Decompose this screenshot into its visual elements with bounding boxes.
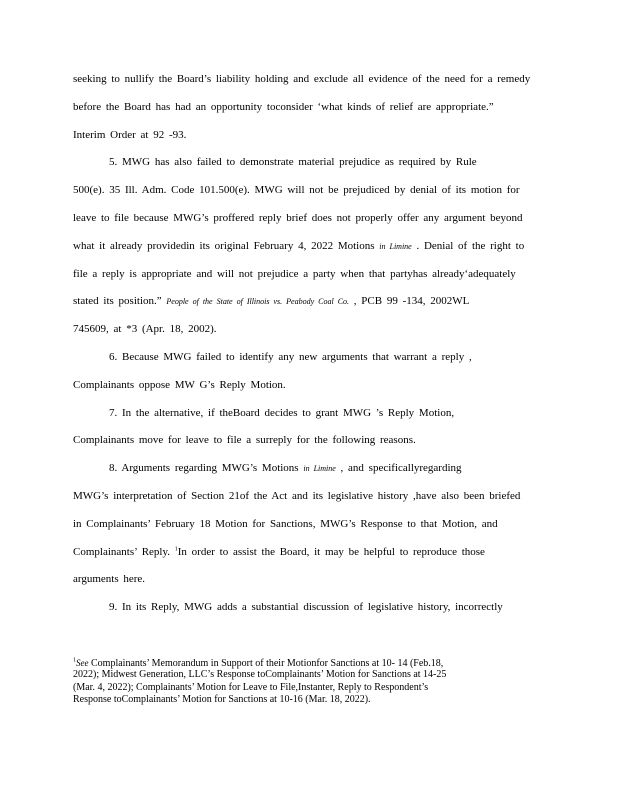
body-line — [73, 294, 543, 309]
body-line: file a reply is appropriate and will not prejudice a party when that partyhas already‘adequately — [73, 267, 516, 280]
footnote-line — [73, 669, 543, 681]
body-line: Complainants oppose MW G’s Reply Motion. — [73, 378, 286, 391]
italic-signal: See — [76, 658, 89, 668]
text-segment: . Denial of the right to — [411, 239, 525, 252]
text-segment: Complainants’ Memorandum in Support of their Motionfor Sanctions at 10- 14 (Feb.18, — [88, 658, 444, 669]
body-line — [73, 545, 543, 559]
body-line: arguments here. — [73, 573, 146, 586]
body-line: seeking to nullify the Board’s liability holding and exclude all evidence of the need for a remedy — [73, 73, 531, 85]
body-line: 9. In its Reply, MWG adds a substantial discussion of legislative history, incorrectly — [109, 601, 503, 614]
body-line: 6. Because MWG failed to identify any new arguments that warrant a reply , — [109, 351, 472, 363]
text-segment: , PCB 99 -134, 2002WL — [349, 295, 470, 308]
body-line: 7. In the alternative, if theBoard decides to grant MWG ’s Reply Motion, — [109, 406, 455, 419]
text-segment: 2022); Midwest Generation, LLC’s Response toComplainants’ Motion for Sanctions at 14-25 — [73, 669, 447, 681]
text-segment: (Mar. 4, 2022); Complainants’ Motion for Leave to File,Instanter, Reply to Respondent’s — [73, 681, 429, 693]
body-line: 500(e). 35 Ill. Adm. Code 101.500(e). MWG will not be prejudiced by denial of its motion for — [73, 184, 520, 197]
footnote-line — [73, 682, 543, 694]
italic-citation: in Limine — [379, 241, 412, 251]
text-segment: In order to assist the Board, it may be helpful to reproduce those — [177, 545, 485, 558]
text-segment: 8. Arguments regarding MWG’s Motions — [109, 462, 304, 475]
text-segment: Complainants’ Reply. — [73, 545, 175, 558]
body-line: 745609, at *3 (Apr. 18, 2002). — [73, 323, 217, 336]
footnote-line — [73, 694, 543, 706]
body-line — [73, 239, 543, 254]
body-line: in Complainants’ February 18 Motion for Sanctions, MWG’s Response to that Motion, and — [73, 517, 498, 530]
text-segment: stated its position.” — [73, 295, 167, 308]
body-line: MWG’s interpretation of Section 21of the Act and its legislative history ,have also been briefed — [73, 490, 521, 502]
text-segment: , and specificallyregarding — [335, 462, 462, 475]
body-line: leave to file because MWG’s proffered reply brief does not properly offer any argument beyond — [73, 212, 523, 224]
footnote-number: 1 — [73, 657, 76, 664]
footnote-marker: 1 — [174, 545, 178, 552]
text-segment: Response toComplainants’ Motion for Sanctions at 10-16 (Mar. 18, 2022). — [73, 693, 371, 705]
body-line: Interim Order at 92 -93. — [73, 128, 187, 141]
footnote-line — [73, 657, 543, 670]
italic-citation: in Limine — [303, 464, 336, 474]
text-segment: what it already providedin its original February 4, 2022 Motions — [73, 239, 380, 252]
body-line — [109, 461, 543, 476]
body-line: 5. MWG has also failed to demonstrate material prejudice as required by Rule — [109, 156, 477, 169]
body-line: before the Board has had an opportunity toconsider ‘what kinds of relief are appropriate.” — [73, 100, 494, 113]
body-line: Complainants move for leave to file a surreply for the following reasons. — [73, 434, 416, 447]
italic-citation: People of the State of Illinois vs. Peabody Coal Co. — [166, 297, 350, 307]
